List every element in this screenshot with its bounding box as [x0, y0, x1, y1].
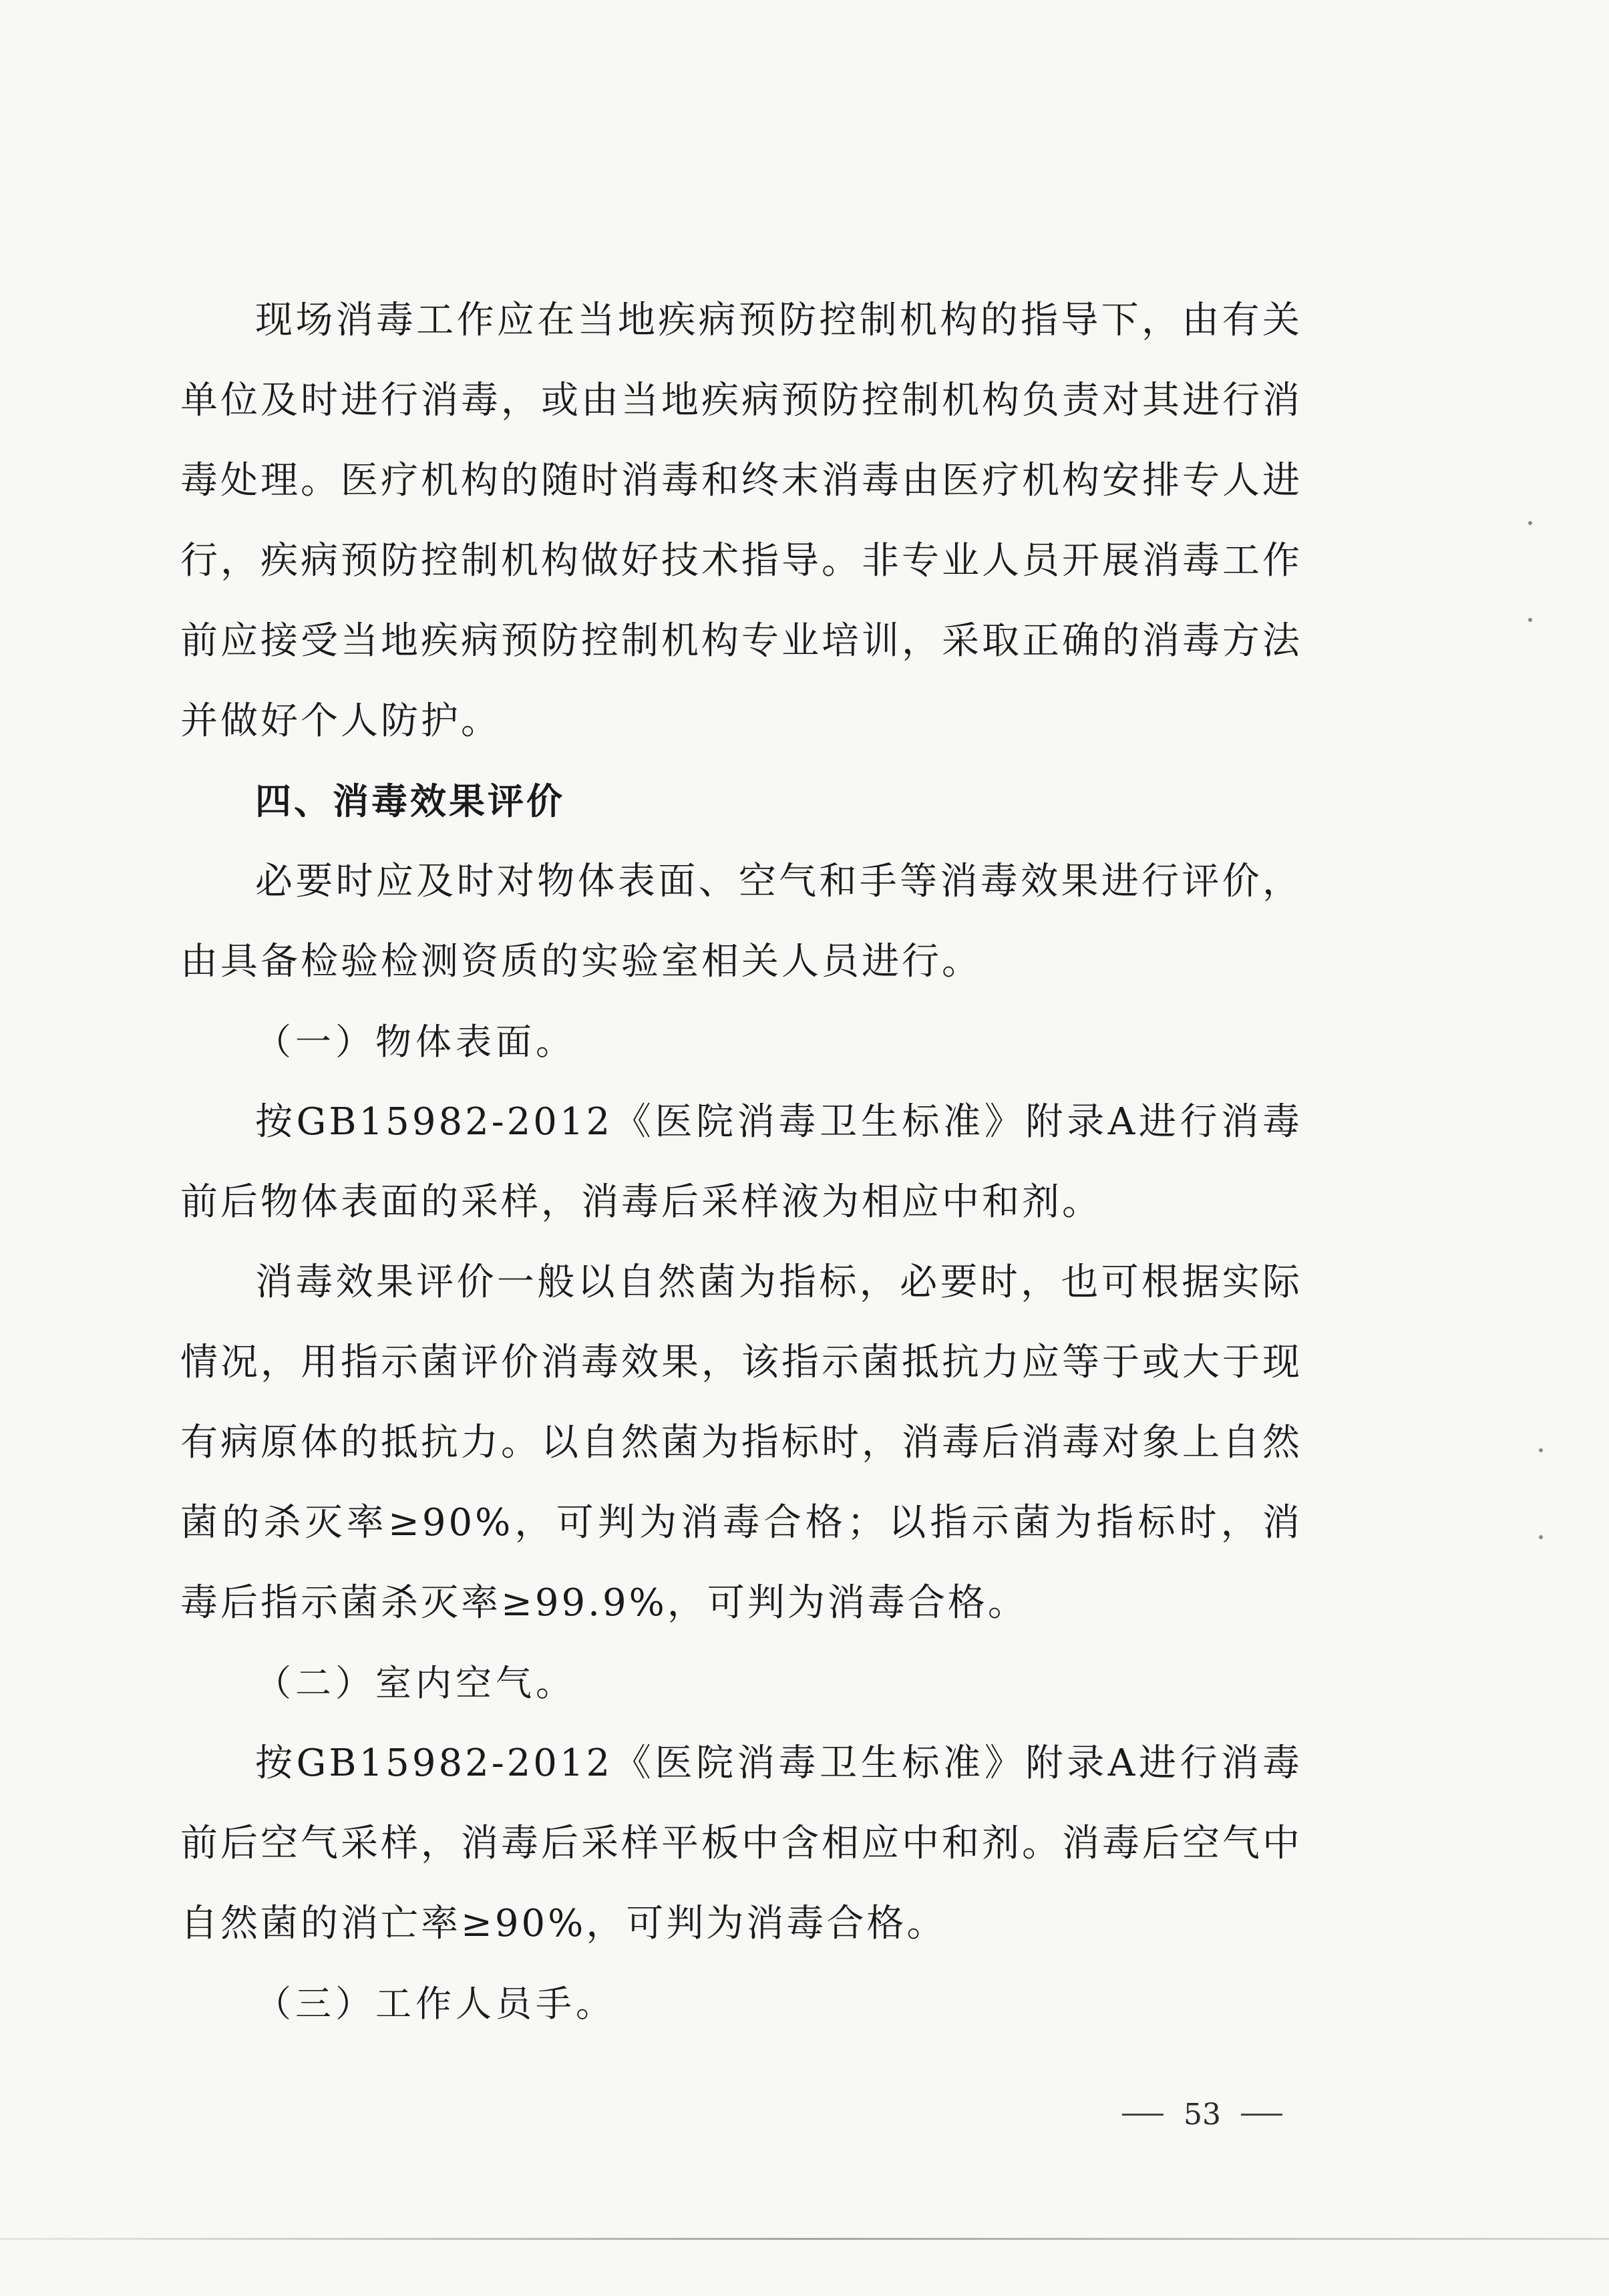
scan-bottom-edge [0, 2238, 1609, 2240]
subsection-title-staff-hands: （三）工作人员手。 [255, 1983, 616, 2025]
scan-speck [1539, 1448, 1543, 1452]
paragraph-surface-sampling: 按GB15982-2012《医院消毒卫生标准》附录A进行消毒前后物体表面的采样，消毒后采样液为相应中和剂。 [180, 1100, 1302, 1224]
page-number: 53 [1184, 2098, 1221, 2132]
scan-speck [1528, 521, 1532, 525]
paragraph-surface-evaluation: 消毒效果评价一般以自然菌为指标，必要时，也可根据实际情况，用指示菌评价消毒效果，该指示菌抵抗力应等于或大于现有病原体的抵抗力。以自然菌为指标时，消毒后消毒对象上自然菌的杀灭率≥90%，可判为消毒合格；以指示菌为指标时，消毒后指示菌杀灭率≥99.9%，可判为消毒合格。 [180, 1261, 1302, 1625]
document-body [180, 281, 1302, 2044]
section-heading: 四、消毒效果评价 [255, 780, 565, 822]
scan-speck [1539, 1535, 1543, 1539]
dash-right [1241, 2114, 1282, 2116]
section-intro: 必要时应及时对物体表面、空气和手等消毒效果进行评价，由具备检验检测资质的实验室相关人员进行。 [180, 860, 1302, 983]
scan-speck [1528, 618, 1532, 622]
subsection-title-object-surface: （一）物体表面。 [255, 1021, 576, 1063]
paragraph-disinfection-work: 现场消毒工作应在当地疾病预防控制机构的指导下，由有关单位及时进行消毒，或由当地疾病预防控制机构负责对其进行消毒处理。医疗机构的随时消毒和终末消毒由医疗机构安排专人进行，疾病预防控制机构做好技术指导。非专业人员开展消毒工作前应接受当地疾病预防控制机构专业培训，采取正确的消毒方法并做好个人防护。 [180, 299, 1302, 743]
subsection-title-indoor-air: （二）室内空气。 [255, 1662, 576, 1704]
dash-left [1122, 2114, 1164, 2116]
paragraph-air-sampling: 按GB15982-2012《医院消毒卫生标准》附录A进行消毒前后空气采样，消毒后采样平板中含相应中和剂。消毒后空气中自然菌的消亡率≥90%，可判为消毒合格。 [180, 1742, 1302, 1945]
page-number-footer [1122, 2098, 1296, 2132]
